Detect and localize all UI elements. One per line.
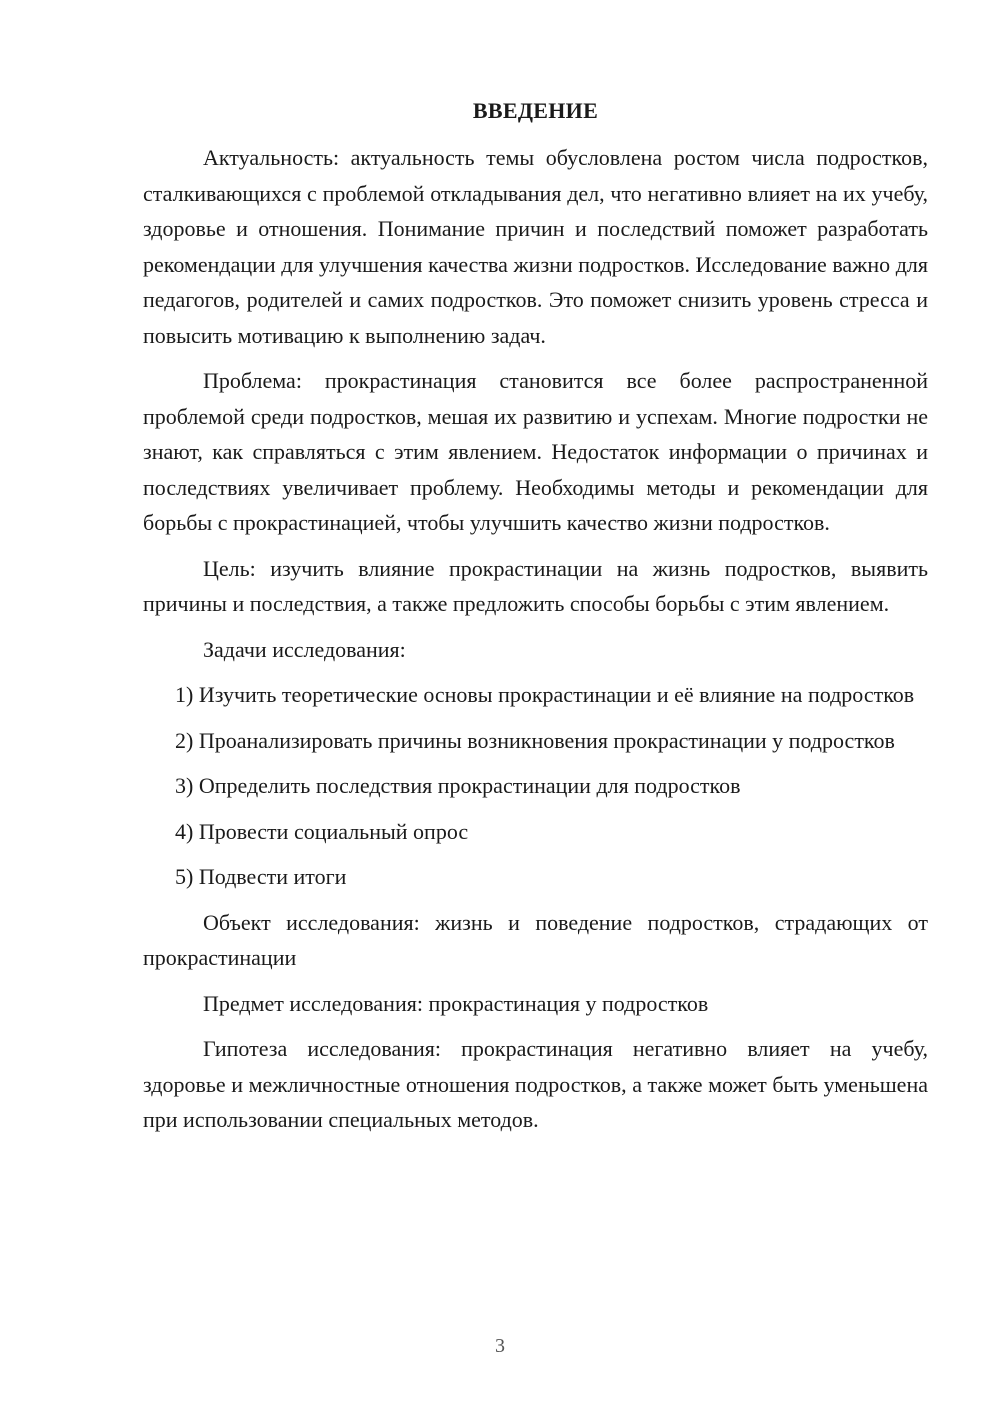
relevance-paragraph: Актуальность: актуальность темы обусловлена ростом числа подростков, сталкивающихся с проблемой откладывания дел, что негативно влияет на их учебу, здоровье и отношения. Понимание причин и последствий поможет разработать рекомендации для улучшения качества жизни подростков. Исследование важно для педагогов, родителей и самих подростков. Это поможет снизить уровень стресса и повысить мотивацию к выполнению задач. <box>143 145 928 348</box>
page-content <box>143 94 928 1138</box>
hypothesis-paragraph: Гипотеза исследования: прокрастинация негативно влияет на учебу, здоровье и межличностные отношения подростков, а также может быть уменьшена при использовании специальных методов. <box>143 1036 928 1132</box>
tasks-heading: Задачи исследования: <box>203 636 406 662</box>
goal-paragraph: Цель: изучить влияние прокрастинации на жизнь подростков, выявить причины и последствия, а также предложить способы борьбы с этим явлением. <box>143 555 928 616</box>
section-heading: ВВЕДЕНИЕ <box>472 98 599 123</box>
subject-paragraph: Предмет исследования: прокрастинация у подростков <box>203 990 709 1016</box>
task-item-4: 4) Провести социальный опрос <box>175 818 469 844</box>
task-item-5: 5) Подвести итоги <box>175 864 347 889</box>
page-number: 3 <box>495 1335 505 1357</box>
task-item-1: 1) Изучить теоретические основы прокрастинации и её влияние на подростков <box>175 682 915 707</box>
problem-paragraph: Проблема: прокрастинация становится все более распространенной проблемой среди подростков, мешая их развитию и успехам. Многие подростки не знают, как справляться с этим явлением. Недостаток информации о причинах и последствиях увеличивает проблему. Необходимы методы и рекомендации для борьбы с прокрастинацией, чтобы улучшить качество жизни подростков. <box>143 368 928 535</box>
task-item-3: 3) Определить последствия прокрастинации для подростков <box>175 773 741 798</box>
task-item-2: 2) Проанализировать причины возникновения прокрастинации у подростков <box>175 727 895 753</box>
object-paragraph: Объект исследования: жизнь и поведение подростков, страдающих от прокрастинации <box>143 909 928 970</box>
